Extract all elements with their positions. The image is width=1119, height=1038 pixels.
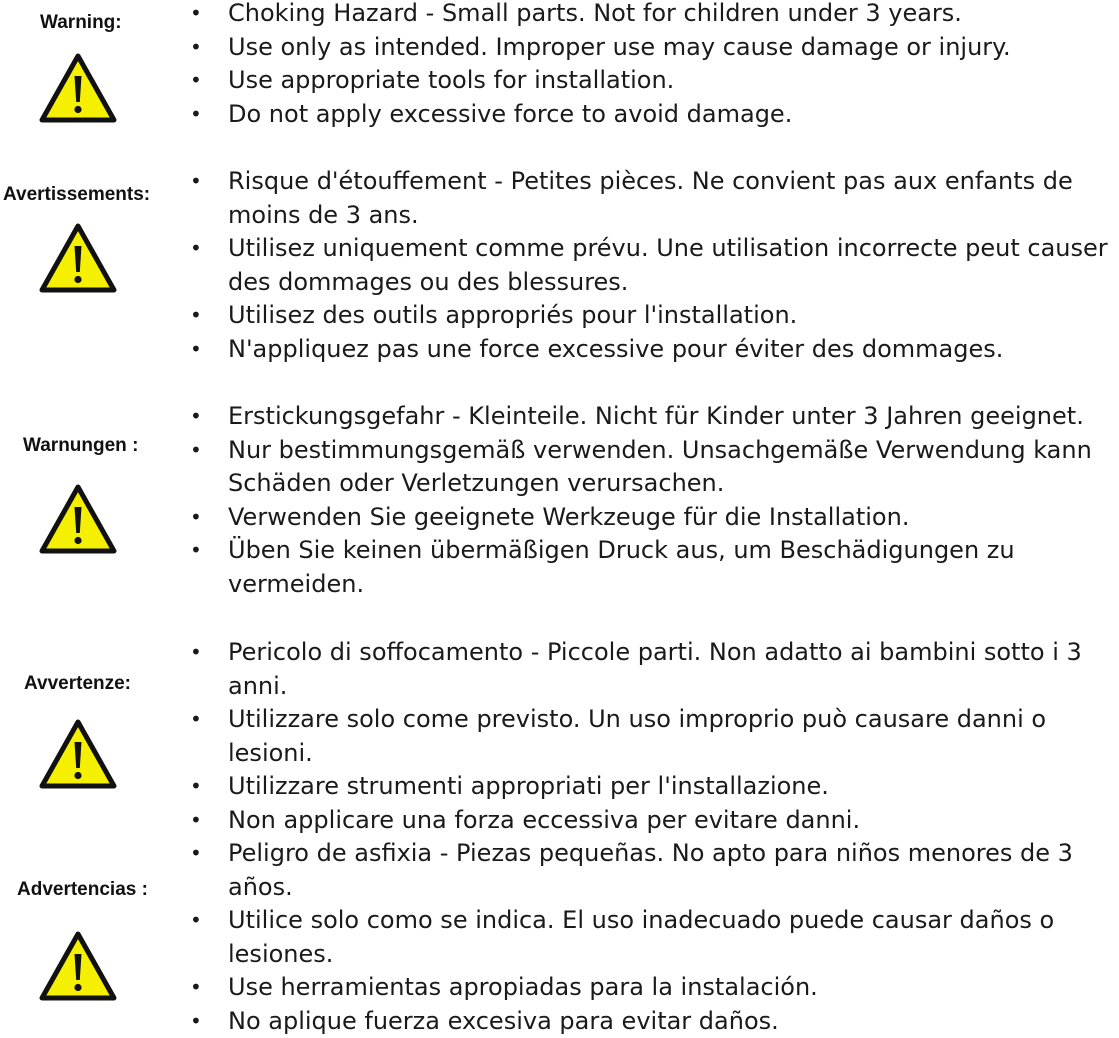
list-item: • Utilice solo como se indica. El uso inadecuado puede causar daños o lesiones. (188, 904, 1118, 971)
bullet-icon: • (190, 0, 202, 31)
warning-triangle-icon (38, 718, 118, 790)
bullet-icon: • (190, 400, 202, 434)
warning-triangle-icon (38, 483, 118, 555)
list-item: • Nur bestimmungsgemäß verwenden. Unsachgemäße Verwendung kann Schäden oder Verletzungen verursachen. (188, 434, 1118, 501)
list-item: • Use herramientas apropiadas para la instalación. (188, 971, 1118, 1005)
warning-list (188, 165, 1118, 366)
bullet-icon: • (190, 804, 202, 838)
bullet-icon: • (190, 165, 202, 199)
bullet-icon: • (190, 904, 202, 938)
list-item: • Risque d'étouffement - Petites pièces. Ne convient pas aux enfants de moins de 3 ans. (188, 165, 1118, 232)
list-item: • Peligro de asfixia - Piezas pequeñas. No apto para niños menores de 3 años. (188, 837, 1118, 904)
list-item: • Erstickungsgefahr - Kleinteile. Nicht für Kinder unter 3 Jahren geeignet. (188, 400, 1118, 434)
list-item: • Use only as intended. Improper use may cause damage or injury. (188, 31, 1118, 65)
bullet-icon: • (190, 64, 202, 98)
list-item: • Verwenden Sie geeignete Werkzeuge für die Installation. (188, 501, 1118, 535)
list-item: • Choking Hazard - Small parts. Not for children under 3 years. (188, 0, 1118, 31)
section-label: Warning: (40, 12, 122, 34)
list-item: • Utilizzare solo come previsto. Un uso improprio può causare danni o lesioni. (188, 703, 1118, 770)
bullet-icon: • (190, 534, 202, 568)
bullet-icon: • (190, 299, 202, 333)
bullet-icon: • (190, 1005, 202, 1038)
bullet-icon: • (190, 636, 202, 670)
warning-list (188, 636, 1118, 837)
bullet-icon: • (190, 837, 202, 871)
list-item: • Utilisez uniquement comme prévu. Une utilisation incorrecte peut causer des dommages ou des blessures. (188, 232, 1118, 299)
bullet-icon: • (190, 703, 202, 737)
bullet-icon: • (190, 434, 202, 468)
list-item: • Non applicare una forza eccessiva per evitare danni. (188, 804, 1118, 838)
section-label: Avertissements: (3, 184, 150, 206)
bullet-icon: • (190, 333, 202, 367)
list-item: • Do not apply excessive force to avoid damage. (188, 98, 1118, 132)
warning-triangle-icon (38, 930, 118, 1002)
bullet-icon: • (190, 501, 202, 535)
warning-list (188, 400, 1118, 601)
list-item: • Utilizzare strumenti appropriati per l'installazione. (188, 770, 1118, 804)
bullet-icon: • (190, 971, 202, 1005)
bullet-icon: • (190, 98, 202, 132)
section-label: Advertencias : (17, 879, 148, 901)
list-item: • Use appropriate tools for installation. (188, 64, 1118, 98)
bullet-icon: • (190, 31, 202, 65)
bullet-icon: • (190, 770, 202, 804)
warning-triangle-icon (38, 222, 118, 294)
warning-list (188, 0, 1118, 131)
list-item: • Utilisez des outils appropriés pour l'installation. (188, 299, 1118, 333)
list-item: • N'appliquez pas une force excessive pour éviter des dommages. (188, 333, 1118, 367)
bullet-icon: • (190, 232, 202, 266)
list-item: • No aplique fuerza excesiva para evitar daños. (188, 1005, 1118, 1038)
warning-list (188, 837, 1118, 1038)
section-label: Avvertenze: (24, 673, 131, 695)
list-item: • Pericolo di soffocamento - Piccole parti. Non adatto ai bambini sotto i 3 anni. (188, 636, 1118, 703)
list-item: • Üben Sie keinen übermäßigen Druck aus, um Beschädigungen zu vermeiden. (188, 534, 1118, 601)
section-label: Warnungen : (23, 435, 138, 457)
warning-triangle-icon (38, 52, 118, 124)
